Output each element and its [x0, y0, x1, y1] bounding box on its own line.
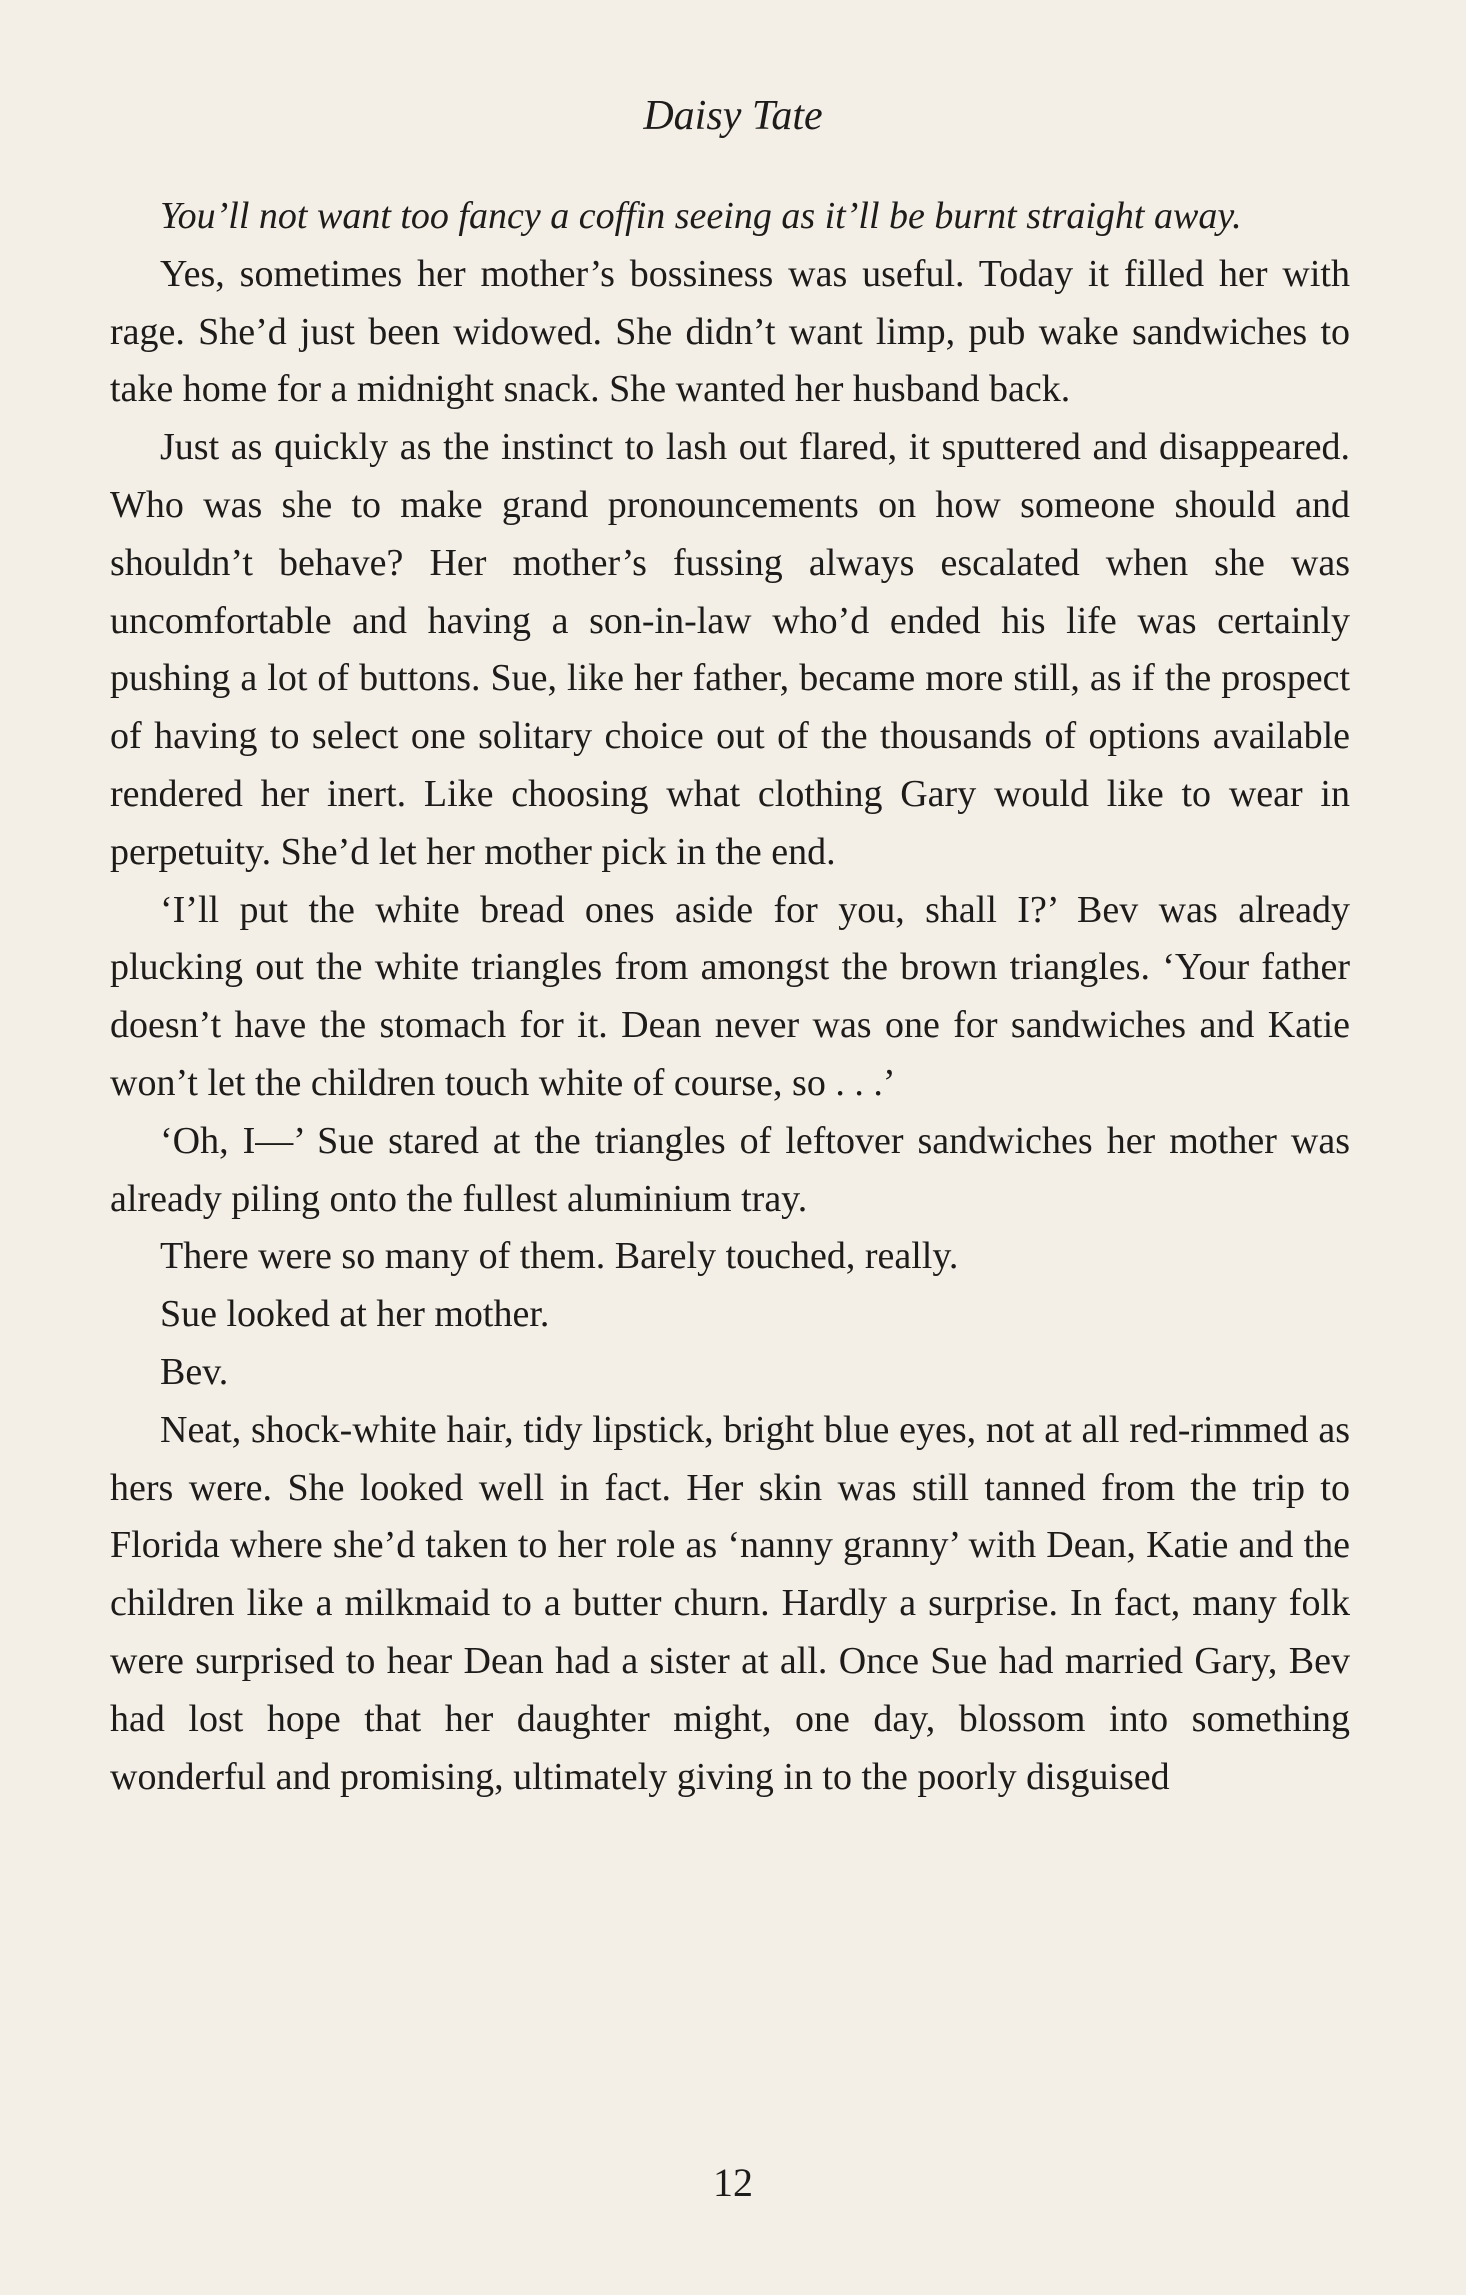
paragraph-5: ‘Oh, I—’ Sue stared at the triangles of leftover sandwiches her mother was already piling onto the fullest aluminium tray. — [110, 1119, 1350, 1220]
paragraph-9: Neat, shock-white hair, tidy lipstick, bright blue eyes, not at all red-rimmed as hers were. She looked well in fact. Her skin was still tanned from the trip to Florida where she’d taken to her role as ‘nanny granny’ with Dean, Katie and the children like a milkmaid to a butter churn. Hardly a surprise. In fact, many folk were surprised to hear Dean had a sister at all. Once Sue had married Gary, Bev had lost hope that her daughter might, one day, blossom into something wonderful and promising, ultimately giving in to the poorly disguised — [110, 1408, 1350, 1798]
paragraph-3: Just as quickly as the instinct to lash out flared, it sputtered and disappeared. Who was she to make grand pronouncements on how someone should and shouldn’t behave? Her mother’s fussing always escalated when she was uncomfortable and having a son-in-law who’d ended his life was certainly pushing a lot of buttons. Sue, like her father, became more still, as if the prospect of having to select one solitary choice out of the thousands of options available rendered her inert. Like choosing what clothing Gary would like to wear in perpetuity. She’d let her mother pick in the end. — [110, 426, 1350, 873]
paragraph-6: There were so many of them. Barely touched, really. — [160, 1235, 959, 1278]
paragraph-4: ‘I’ll put the white bread ones aside for you, shall I?’ Bev was already plucking out the white triangles from amongst the brown triangles. ‘Your father doesn’t have the stomach for it. Dean never was one for sandwiches and Katie won’t let the children touch white of course, so . . .’ — [110, 888, 1350, 1104]
page-number: 12 — [713, 2160, 753, 2205]
paragraph-8: Bev. — [160, 1350, 229, 1393]
paragraph-1: You’ll not want too fancy a coffin seeing as it’ll be burnt straight away. — [160, 195, 1242, 237]
body-text — [110, 188, 1350, 1806]
paragraph-2: Yes, sometimes her mother’s bossiness was useful. Today it filled her with rage. She’d just been widowed. She didn’t want limp, pub wake sandwiches to take home for a midnight snack. She wanted her husband back. — [110, 252, 1350, 411]
paragraph-7: Sue looked at her mother. — [160, 1293, 550, 1336]
running-head-title: Daisy Tate — [643, 93, 823, 139]
